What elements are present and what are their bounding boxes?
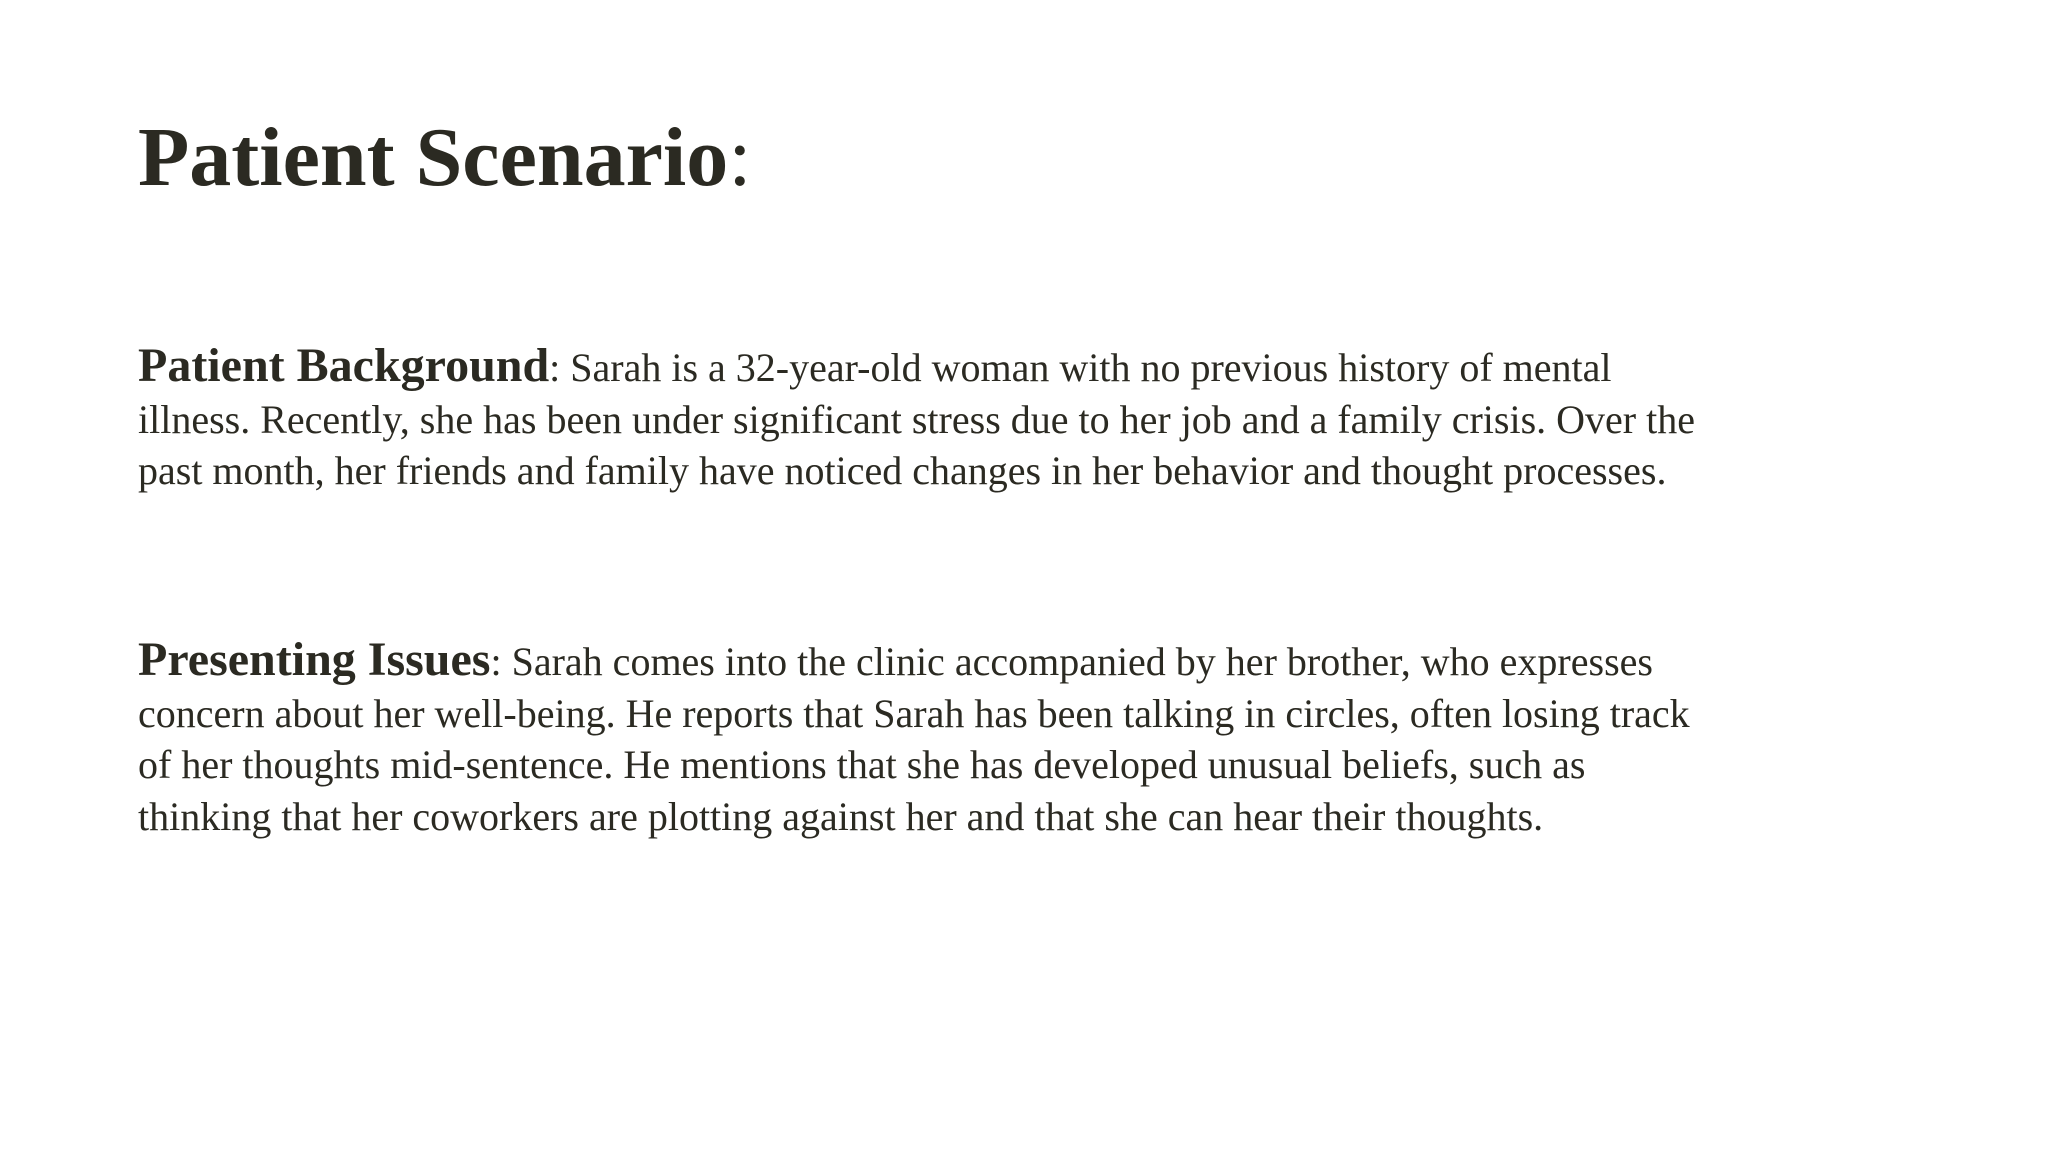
patient-background-separator: :: [549, 345, 561, 390]
presenting-issues-heading: Presenting Issues: [138, 633, 491, 686]
presenting-issues-paragraph: [138, 634, 1698, 842]
patient-background-body: Sarah is a 32-year-old woman with no previous history of mental illness. Recently, she has been under significant stress due to her job and a family crisis. Over the past month, her friends and family have noticed changes in her behavior and thought processes.: [138, 345, 1695, 493]
presenting-issues-separator: :: [490, 639, 502, 684]
patient-background-heading: Patient Background: [138, 339, 550, 392]
slide-title-colon: :: [728, 111, 752, 204]
slide-title: [138, 108, 752, 208]
patient-background-paragraph: [138, 340, 1698, 497]
slide-title-text: Patient Scenario: [138, 111, 729, 204]
presenting-issues-body: Sarah comes into the clinic accompanied by her brother, who expresses concern about her well-being. He reports that Sarah has been talking in circles, often losing track of her thoughts mid-sentence. He mentions that she has developed unusual beliefs, such as thinking that her coworkers are plotting against her and that she can hear their thoughts.: [138, 639, 1690, 839]
